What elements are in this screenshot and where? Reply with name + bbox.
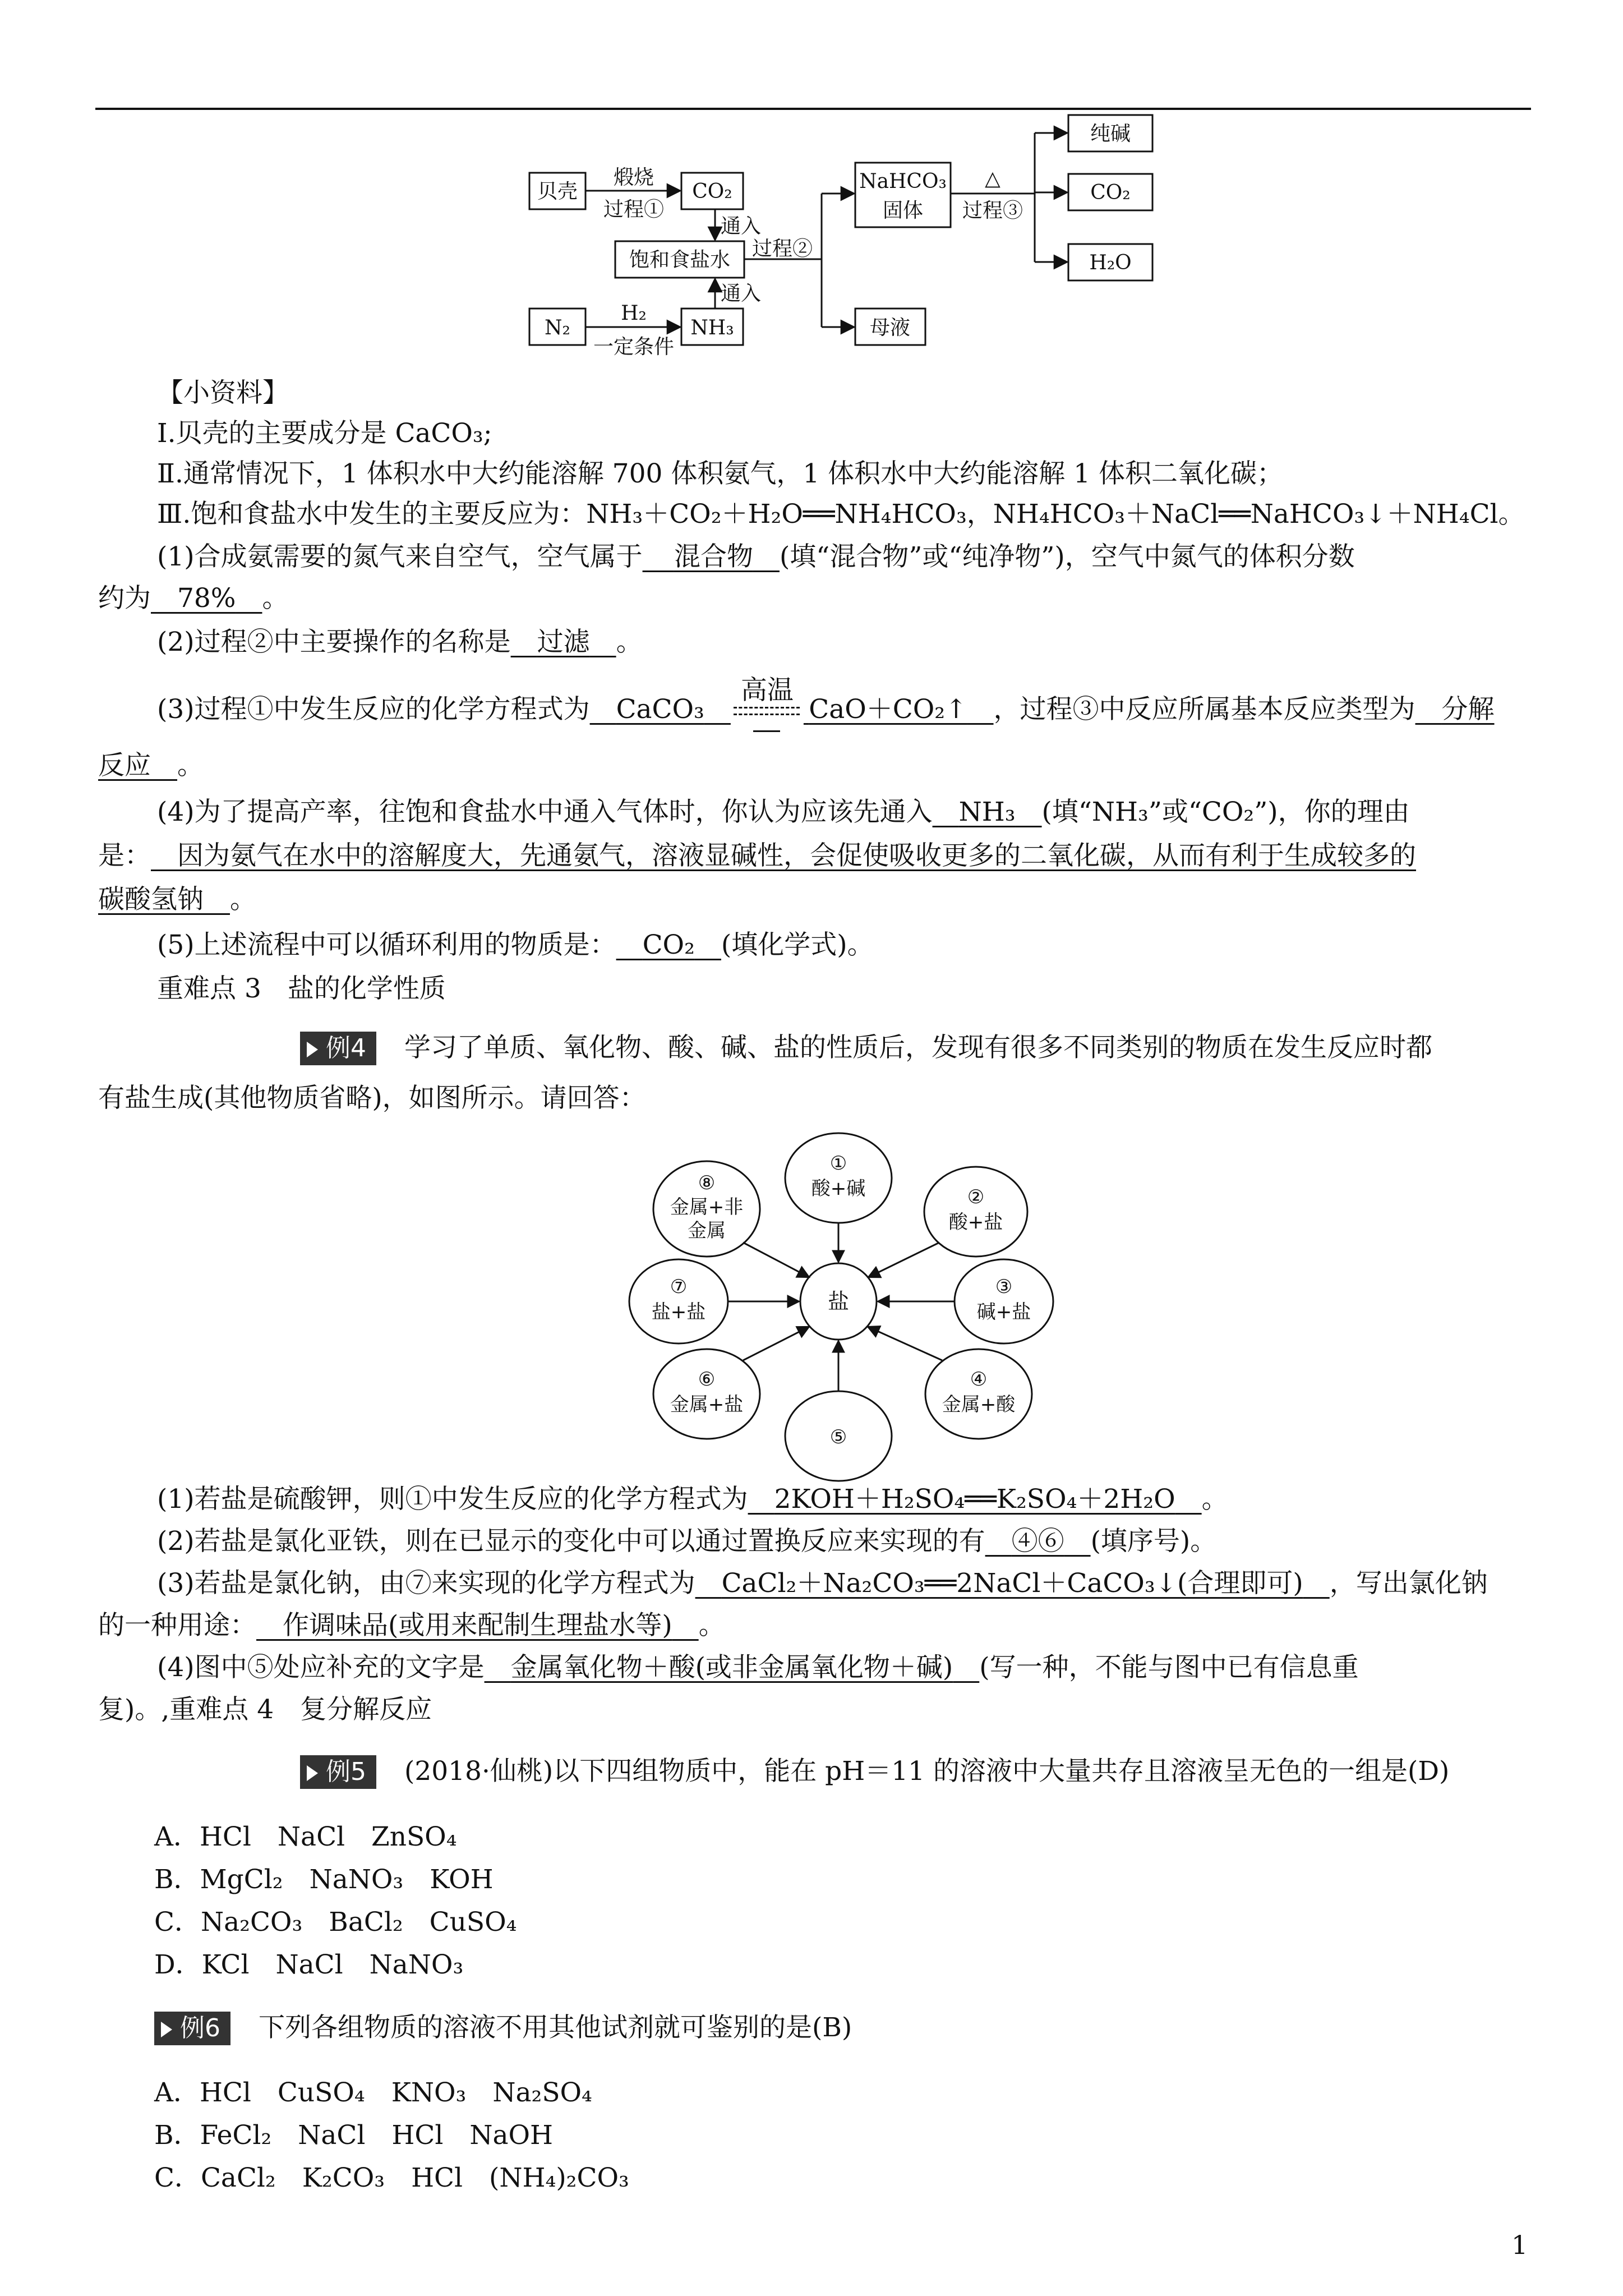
ex5-tag: 例5: [300, 1755, 376, 1789]
q5-line: [157, 927, 874, 964]
ex4q2-text-a: (2)若盐是氯化亚铁，则在已显示的变化中可以通过置换反应来实现的有: [157, 1526, 985, 1557]
diagram-t4: 金属+酸: [942, 1393, 1016, 1416]
play-triangle-icon: [307, 1765, 318, 1781]
ex4-line1: [300, 1029, 1432, 1066]
ex6-option-c: C．CaCl₂ K₂CO₃ HCl (NH₄)₂CO₃: [154, 2162, 629, 2193]
ex4-text2: 有盐生成(其他物质省略)，如图所示。请回答：: [98, 1083, 646, 1114]
diagram-t8a: 金属+非: [670, 1196, 744, 1218]
ex4q1-line: [157, 1481, 1228, 1518]
q4-text-a: (4)为了提高产率，往饱和食盐水中通入气体时，你认为应该先通入: [157, 797, 933, 827]
ex5-option-a: A．HCl NaCl ZnSO₄: [154, 1821, 457, 1852]
material-i: Ⅰ.贝壳的主要成分是 CaCO₃;: [157, 418, 492, 449]
fc-soda: 纯碱: [1090, 122, 1131, 145]
fc-triangle: △: [985, 167, 1000, 190]
q4-answer: NH₃: [958, 797, 1016, 827]
ex4q2-answer: ④⑥: [1011, 1526, 1064, 1557]
fc-tongru1: 通入: [721, 215, 762, 238]
ex4q3-text-c: 的一种用途：: [98, 1610, 256, 1641]
fc-brine: 饱和食盐水: [629, 249, 731, 272]
fc-nahco3: NaHCO₃: [859, 170, 947, 193]
process-flowchart: [505, 109, 1178, 373]
ex6-option-a: A．HCl CuSO₄ KNO₃ Na₂SO₄: [154, 2077, 592, 2108]
ex4q4-text-a: (4)图中⑤处应补充的文字是: [157, 1652, 485, 1683]
q3-answer-right: CaO＋CO₂↑: [809, 694, 967, 725]
ex4-tag: 例4: [300, 1032, 376, 1065]
q2-text-b: 。: [616, 627, 643, 657]
q1-text-d: 。: [262, 583, 289, 614]
ex4q1-answer: 2KOH＋H₂SO₄══K₂SO₄＋2H₂O: [774, 1484, 1175, 1515]
ex4q4-answer: 金属氧化物＋酸(或非金属氧化物＋碱): [510, 1652, 953, 1683]
q3-line2: [98, 747, 204, 784]
q1-line1: [157, 539, 1355, 576]
q4-line2: [98, 838, 1416, 875]
ex4q1-text-b: 。: [1201, 1484, 1228, 1515]
ex4q3-text-b: ，写出氯化钠: [1329, 1568, 1488, 1599]
q1-line2: [98, 580, 288, 617]
diagram-center: 盐: [827, 1289, 850, 1314]
fc-process3: 过程③: [962, 199, 1023, 222]
q1-text-a: (1)合成氨需要的氮气来自空气，空气属于: [157, 541, 643, 572]
diagram-t3: 碱+盐: [976, 1301, 1031, 1323]
q1-answer-2: 78%: [177, 583, 236, 614]
ex4q1-text-a: (1)若盐是硫酸钾，则①中发生反应的化学方程式为: [157, 1484, 748, 1515]
material-title: 【小资料】: [157, 378, 289, 408]
q4-text-d: 。: [230, 884, 256, 915]
ex6-line: [154, 2009, 852, 2046]
play-triangle-icon: [307, 1042, 318, 1057]
q4-text-b: (填“NH₃”或“CO₂”)，你的理由: [1041, 797, 1410, 827]
fc-co2b: CO₂: [1090, 181, 1131, 204]
diagram-n3: ③: [995, 1276, 1013, 1298]
fc-process1: 过程①: [603, 198, 665, 221]
ex5-option-c: C．Na₂CO₃ BaCl₂ CuSO₄: [154, 1907, 517, 1938]
q3-text-c: 。: [177, 750, 204, 781]
ex6-option-b: B．FeCl₂ NaCl HCl NaOH: [154, 2120, 554, 2151]
q3-text-a: (3)过程①中发生反应的化学方程式为: [157, 694, 590, 725]
fc-calcine: 煅烧: [613, 166, 654, 189]
ex4q3-line1: [157, 1565, 1488, 1602]
ex4q2-text-b: (填序号)。: [1090, 1526, 1217, 1557]
q5-text-b: (填化学式)。: [721, 930, 874, 960]
diagram-t8b: 金属: [688, 1220, 726, 1242]
ex4q3-line2: [98, 1607, 725, 1644]
fc-condition: 一定条件: [593, 335, 675, 358]
ex4q3-text-a: (3)若盐是氯化钠，由⑦来实现的化学方程式为: [157, 1568, 695, 1599]
fc-nh3: NH₃: [690, 316, 734, 339]
material-ii: Ⅱ.通常情况下，1 体积水中大约能溶解 700 体积氨气，1 体积水中大约能溶解 1 体积二氧化碳；: [157, 458, 1283, 489]
ex4q3-answer-2: 作调味品(或用来配制生理盐水等): [283, 1610, 672, 1641]
q2-text-a: (2)过程②中主要操作的名称是: [157, 627, 511, 657]
diagram-n1: ①: [829, 1152, 847, 1175]
diagram-n7: ⑦: [670, 1276, 688, 1298]
fc-h2o: H₂O: [1089, 251, 1132, 274]
q3-answer-2b: 反应: [98, 750, 151, 781]
material-iii: Ⅲ.饱和食盐水中发生的主要反应为：NH₃＋CO₂＋H₂O══NH₄HCO₃，NH₄HCO₃＋NaCl══NaHCO₃↓＋NH₄Cl。: [157, 499, 1525, 530]
q4-reason-2: 碳酸氢钠: [98, 884, 204, 915]
q1-text-c: 约为: [98, 583, 151, 614]
q4-line1: [157, 794, 1410, 831]
ex4q4-text-b: (写一种，不能与图中已有信息重: [979, 1652, 1359, 1683]
ex4q3-answer: CaCl₂＋Na₂CO₃══2NaCl＋CaCO₃↓(合理即可): [721, 1568, 1303, 1599]
q3-answer-2a: 分解: [1441, 694, 1495, 725]
ex4q2-line: [157, 1523, 1216, 1560]
diagram-t6: 金属+盐: [670, 1393, 744, 1416]
q3-text-b: ，过程③中反应所属基本反应类型为: [993, 694, 1415, 725]
fc-solid: 固体: [882, 199, 924, 222]
q3-answer-left: CaCO₃: [616, 694, 704, 725]
ex6-tag: 例6: [154, 2012, 230, 2045]
fc-h2: H₂: [621, 302, 647, 325]
page-number: 1: [1511, 2230, 1528, 2260]
fc-n2: N₂: [545, 316, 570, 339]
ex4-text1: 学习了单质、氧化物、酸、碱、盐的性质后，发现有很多不同类别的物质在发生反应时都: [404, 1032, 1432, 1063]
q5-answer: CO₂: [642, 930, 695, 960]
q4-reason-1: 因为氨气在水中的溶解度大，先通氨气，溶液显碱性，会促使吸收更多的二氧化碳，从而有利于生成较多的: [177, 840, 1416, 871]
ex5-option-d: D．KCl NaCl NaNO₃: [154, 1949, 464, 1980]
diagram-t2: 酸+盐: [948, 1211, 1003, 1234]
salt-formation-diagram: [617, 1130, 1066, 1540]
q4-line3: [98, 881, 256, 918]
diagram-n6: ⑥: [698, 1368, 716, 1391]
fc-tongru2: 通入: [721, 282, 762, 305]
diagram-n8: ⑧: [698, 1172, 716, 1194]
ex5-option-b: B．MgCl₂ NaNO₃ KOH: [154, 1864, 494, 1895]
ex4q4-line2: 复)。,重难点 4 复分解反应: [98, 1694, 432, 1725]
high-temp-condition: 高温: [731, 691, 804, 728]
q3-line1: [157, 675, 1495, 728]
diagram-t7: 盐+盐: [651, 1301, 706, 1323]
q1-answer-1: 混合物: [674, 541, 753, 572]
ex4q4-line1: [157, 1649, 1359, 1686]
ex6-text: 下列各组物质的溶液不用其他试剂就可鉴别的是(B): [259, 2012, 852, 2043]
section3-heading: 重难点 3 盐的化学性质: [157, 973, 446, 1004]
q4-text-c: 是：: [98, 840, 151, 871]
diagram-n5: ⑤: [829, 1426, 847, 1448]
fc-co2: CO₂: [692, 180, 732, 203]
fc-motherliquor: 母液: [869, 316, 911, 339]
play-triangle-icon: [161, 2022, 172, 2037]
q2-answer: 过滤: [537, 627, 590, 657]
ex4q3-text-d: 。: [698, 1610, 725, 1641]
diagram-n4: ④: [970, 1368, 988, 1391]
diagram-t1: 酸+碱: [811, 1177, 866, 1200]
ex5-text: (2018·仙桃)以下四组物质中，能在 pH＝11 的溶液中大量共存且溶液呈无色的一组是(D): [404, 1756, 1450, 1787]
q2-line: [157, 624, 643, 661]
q5-text-a: (5)上述流程中可以循环利用的物质是：: [157, 930, 616, 960]
fc-process2: 过程②: [751, 237, 813, 260]
q1-text-b: (填“混合物”或“纯净物”)，空气中氮气的体积分数: [779, 541, 1355, 572]
fc-beike: 贝壳: [537, 180, 578, 203]
ex5-line: [300, 1753, 1449, 1790]
diagram-n2: ②: [967, 1186, 985, 1208]
